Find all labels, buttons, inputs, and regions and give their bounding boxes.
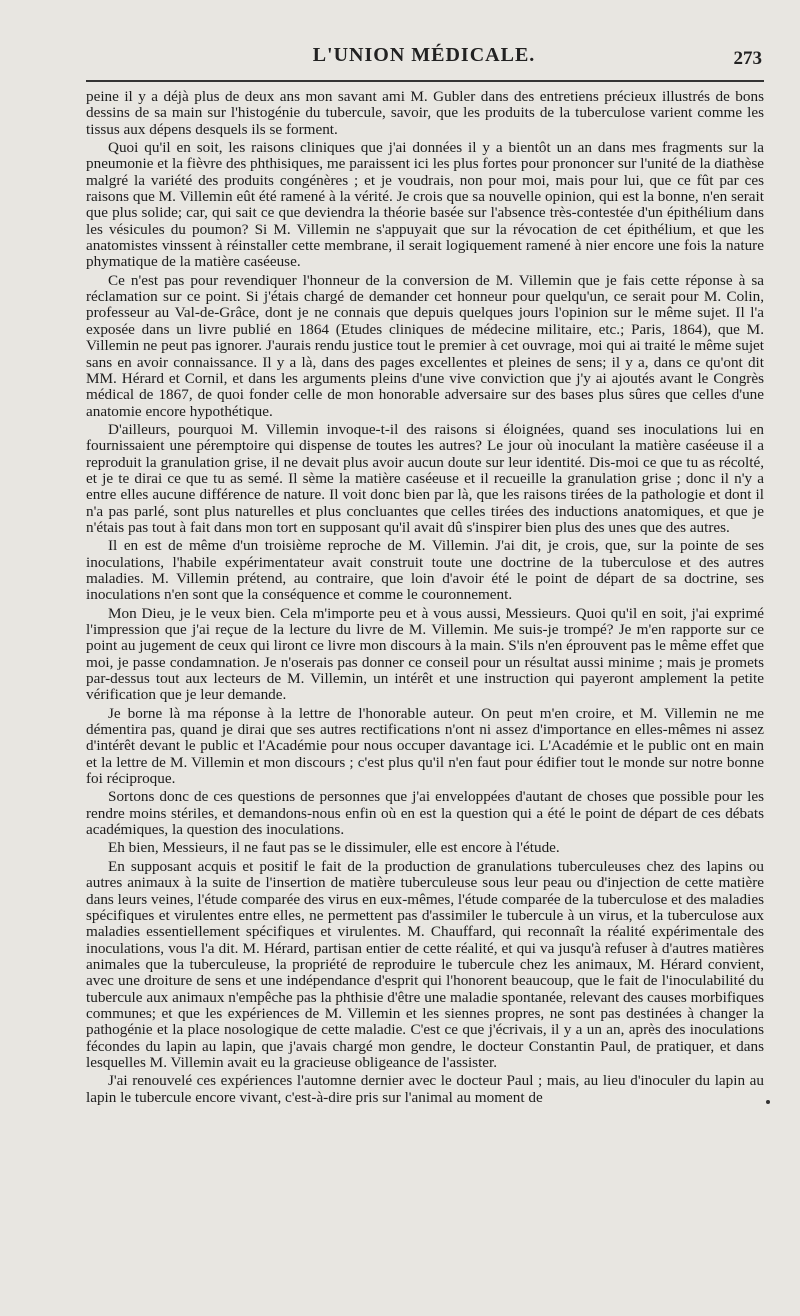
paragraph: Je borne là ma réponse à la lettre de l'honorable auteur. On peut m'en croire, et M. Villemin ne me démentira pas, quand je dirai que ses autres rectifications n'ont ni assez d'importance en elles-mêmes ni assez d'intérêt devant le public et l'Académie pour nous occuper davantage ici. L'Académie et le public ont en main et la lettre de M. Villemin et mon discours ; c'est plus qu'il n'en faut pour édifier tout le monde sur notre bonne foi réciproque. — [86, 704, 764, 788]
paragraph: J'ai renouvelé ces expériences l'automne dernier avec le docteur Paul ; mais, au lieu d'inoculer du lapin au lapin le tubercule encore vivant, c'est-à-dire pris sur l'animal au moment de — [86, 1072, 764, 1106]
page-number: 273 — [733, 48, 762, 69]
paragraph: Mon Dieu, je le veux bien. Cela m'importe peu et à vous aussi, Messieurs. Quoi qu'il en soit, j'ai exprimé l'impression que j'ai reçue de la lecture du livre de M. Villemin. Me suis-je trompé? Je m'en rapporte sur ce point au jugement de ceux qui liront ce livre mon discours à la main. S'ils n'en éprouvent pas le même effet que moi, je passe condamnation. Je n'oserais pas donner ce conseil pour un résultat aussi minime ; mais je promets par-dessus tout aux lecteurs de M. Villemin, un intérêt et une instruction qui payeront amplement la petite vérification que je leur demande. — [86, 604, 764, 704]
paragraph: Sortons donc de ces questions de personnes que j'ai enveloppées d'autant de choses que possible pour les rendre moins stériles, et demandons-nous enfin où en est la question qui a été le point de départ de ces débats académiques, la question des inoculations. — [86, 788, 764, 839]
paragraph: Quoi qu'il en soit, les raisons cliniques que j'ai données il y a bientôt un an dans mes fragments sur la pneumonie et la fièvre des phthisiques, me paraissent ici les plus fortes pour prononcer sur l'unité de la diathèse malgré la variété des produits congénères ; et je voudrais, non pour moi, mais pour lui, que ce fût par ces raisons que M. Villemin eût été ramené à la vérité. Je crois que sa nouvelle opinion, qui est la bonne, n'en serait que plus solide; car, qui sait ce que deviendra la théorie basée sur l'absence très-contestée d'un épithélium dans les vésicules du poumon? Si M. Villemin ne s'appuyait que sur la révocation de cet épithélium, et que les anatomistes vinssent à réinstaller cette membrane, il serait logiquement ramené à nier encore une fois la nature phymatique de la matière caséeuse. — [86, 139, 764, 271]
article-body — [86, 89, 764, 1106]
paragraph: peine il y a déjà plus de deux ans mon savant ami M. Gubler dans des entretiens précieux illustrés de bons dessins de sa main sur l'histogénie du tubercule, savoir, que les produits de la tuberculose varient comme les tissus aux dépens desquels ils se forment. — [86, 88, 764, 138]
paragraph: D'ailleurs, pourquoi M. Villemin invoque-t-il des raisons si éloignées, quand ses inoculations lui en fournissaient une péremptoire qui dispense de toutes les autres? Le jour où inoculant la matière caséeuse il a reproduit la granulation grise, il ne devait plus avoir aucun doute sur leur identité. Dis-moi ce que tu as récolté, et je te dirai ce que tu as semé. Il sème la matière caséeuse et il recueille la granulation grise ; donc il n'y a entre elles aucune différence de nature. Il voit donc bien par là, que les raisons tirées de la pathologie et dont il n'a pas parlé, sont plus naturelles et plus concluantes que celles tirées des inductions anatomiques, et que je n'étais pas tout à fait dans mon tort en supposant qu'il avait dû s'inspirer bien plus des unes que des autres. — [86, 420, 764, 536]
header-rule — [86, 80, 764, 82]
paragraph: Ce n'est pas pour revendiquer l'honneur de la conversion de M. Villemin que je fais cette réponse à sa réclamation sur ce point. Si j'étais chargé de demander cet honneur pour quelqu'un, ce serait pour M. Colin, professeur au Val-de-Grâce, dont je ne connais que depuis quelques jours l'opinion sur le même sujet. Il l'a exposée dans un livre publié en 1864 (Etudes cliniques de médecine militaire, etc.; Paris, 1864), que M. Villemin ne peut pas ignorer. J'aurais rendu justice tout le premier à cet ouvrage, moi qui ai traité le même sujet sans en avoir connaissance. Il y a là, dans des pages excellentes et pleines de sens; il y a, dans ce qu'ont dit MM. Hérard et Cornil, et dans les arguments pleins d'une vive conviction que j'y ai ajoutés avant le Congrès médical de 1867, de quoi fonder celle de mon honorable adversaire sur des bases plus sûres que celles d'une anatomie encore hypothétique. — [86, 271, 764, 420]
page-header — [86, 40, 762, 84]
paragraph: Eh bien, Messieurs, il ne faut pas se le dissimuler, elle est encore à l'étude. — [108, 839, 560, 857]
paragraph: Il en est de même d'un troisième reproche de M. Villemin. J'ai dit, je crois, que, sur la pointe de ses inoculations, l'habile expérimentateur avait construit toute une doctrine de la tuberculose et des autres maladies. M. Villemin prétend, au contraire, que loin d'avoir été le point de départ de sa doctrine, ses inoculations n'en sont que la conséquence et comme le couronnement. — [86, 537, 764, 604]
running-title: L'UNION MÉDICALE. — [312, 44, 536, 66]
paragraph: En supposant acquis et positif le fait de la production de granulations tuberculeuses chez des lapins ou autres animaux à la suite de l'insertion de matière tuberculeuse sous leur peau ou d'injection de cette matière dans leurs veines, l'étude comparée des virus en eux-mêmes, l'étude comparée de la tuberculose et des maladies spécifiques et virulentes entre elles, ne permettent pas d'assimiler le tubercule à un virus, et la tuberculose aux maladies essentiellement spécifiques et virulentes. M. Chauffard, qui reconnaît la réalité expérimentale des inoculations, vous l'a dit. M. Hérard, partisan entier de cette réalité, et qui va jusqu'à refuser à d'autres matières animales que la tuberculeuse, la propriété de reproduire le tubercule chez les animaux, M. Hérard convient, avec une droiture de sens et une indépendance d'esprit qui l'honorent beaucoup, que le fait de l'inoculabilité du tubercule aux animaux n'empêche pas la phthisie d'être une maladie spontanée, relevant des causes morbifiques communes; et que les expériences de M. Villemin et les siennes propres, ne sont pas destinées à changer la pathogénie et la place nosologique de cette maladie. C'est ce que j'écrivais, il y a un an, après des inoculations fécondes du lapin au lapin, que j'avais chargé mon gendre, le docteur Constantin Paul, de pratiquer, et dans lesquelles M. Villemin avait eu la gracieuse obligeance de l'assister. — [86, 857, 764, 1071]
print-speck — [766, 1100, 770, 1104]
